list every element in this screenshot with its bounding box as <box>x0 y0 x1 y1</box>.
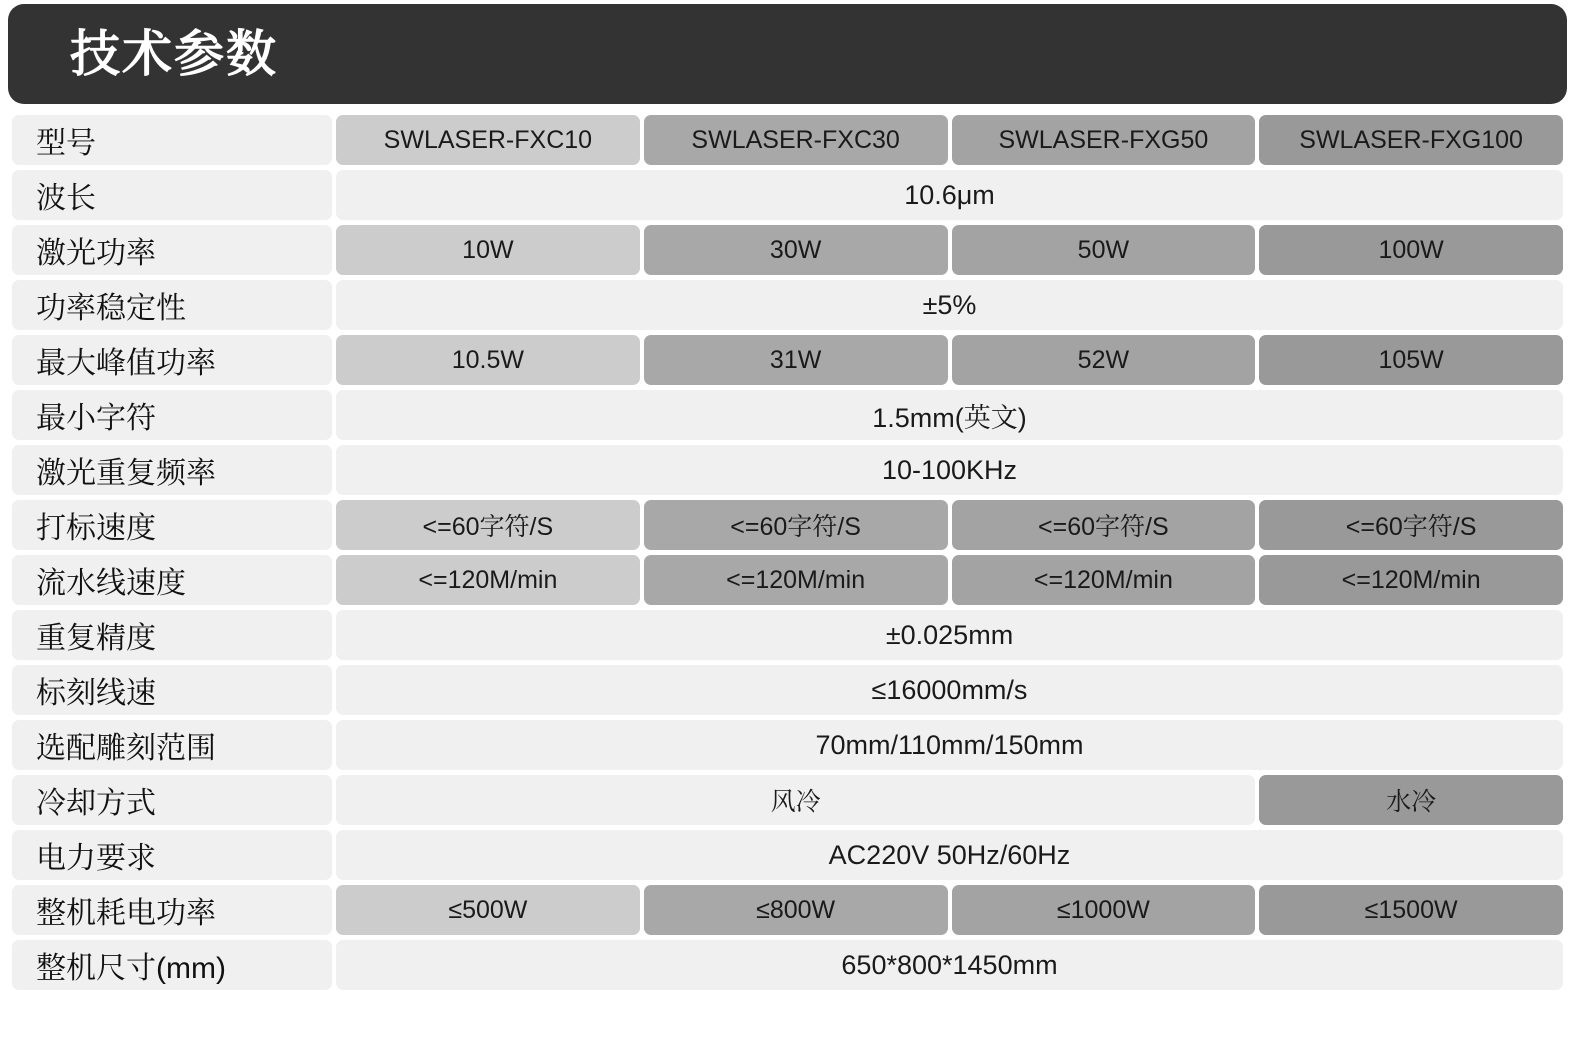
cell-min-character: 1.5mm(英文) <box>336 390 1563 440</box>
cell-power-2: 30W <box>644 225 948 275</box>
cell-marking-speed-3: <=60字符/S <box>952 500 1256 550</box>
page-title: 技术参数 <box>70 26 278 82</box>
cell-consumption-2: ≤800W <box>644 885 948 935</box>
row-label: 选配雕刻范围 <box>12 720 332 770</box>
cell-marking-speed-4: <=60字符/S <box>1259 500 1563 550</box>
table-row <box>12 115 1563 165</box>
table-row <box>12 500 1563 550</box>
row-label: 流水线速度 <box>12 555 332 605</box>
row-label: 最小字符 <box>12 390 332 440</box>
table-row <box>12 775 1563 825</box>
cell-consumption-1: ≤500W <box>336 885 640 935</box>
table-row <box>12 335 1563 385</box>
row-label: 波长 <box>12 170 332 220</box>
cell-power-3: 50W <box>952 225 1256 275</box>
cell-consumption-4: ≤1500W <box>1259 885 1563 935</box>
cell-line-speed-1: <=120M/min <box>336 555 640 605</box>
cell-model-2: SWLASER-FXC30 <box>644 115 948 165</box>
cell-marking-linear-speed: ≤16000mm/s <box>336 665 1563 715</box>
table-row <box>12 885 1563 935</box>
cell-power-requirement: AC220V 50Hz/60Hz <box>336 830 1563 880</box>
cell-marking-speed-1: <=60字符/S <box>336 500 640 550</box>
row-label: 激光重复频率 <box>12 445 332 495</box>
cell-line-speed-3: <=120M/min <box>952 555 1256 605</box>
row-label: 打标速度 <box>12 500 332 550</box>
table-row <box>12 940 1563 990</box>
row-label: 激光功率 <box>12 225 332 275</box>
row-label: 整机尺寸(mm) <box>12 940 332 990</box>
row-label: 冷却方式 <box>12 775 332 825</box>
table-row <box>12 720 1563 770</box>
cell-power-1: 10W <box>336 225 640 275</box>
cell-peak-power-4: 105W <box>1259 335 1563 385</box>
cell-model-3: SWLASER-FXG50 <box>952 115 1256 165</box>
cell-consumption-3: ≤1000W <box>952 885 1256 935</box>
table-row <box>12 610 1563 660</box>
page-header <box>8 4 1567 104</box>
table-row <box>12 390 1563 440</box>
cell-repetition-frequency: 10-100KHz <box>336 445 1563 495</box>
spec-sheet <box>0 4 1575 995</box>
table-row <box>12 665 1563 715</box>
row-label: 型号 <box>12 115 332 165</box>
row-label: 电力要求 <box>12 830 332 880</box>
table-row <box>12 830 1563 880</box>
cell-peak-power-3: 52W <box>952 335 1256 385</box>
row-label: 功率稳定性 <box>12 280 332 330</box>
table-row <box>12 225 1563 275</box>
cell-line-speed-4: <=120M/min <box>1259 555 1563 605</box>
cell-model-4: SWLASER-FXG100 <box>1259 115 1563 165</box>
table-row <box>12 445 1563 495</box>
cell-cooling-air: 风冷 <box>336 775 1255 825</box>
table-row <box>12 170 1563 220</box>
cell-dimensions: 650*800*1450mm <box>336 940 1563 990</box>
table-row <box>12 555 1563 605</box>
cell-marking-speed-2: <=60字符/S <box>644 500 948 550</box>
specifications-table <box>8 110 1567 995</box>
row-label: 重复精度 <box>12 610 332 660</box>
table-row <box>12 280 1563 330</box>
cell-peak-power-1: 10.5W <box>336 335 640 385</box>
cell-power-stability: ±5% <box>336 280 1563 330</box>
cell-line-speed-2: <=120M/min <box>644 555 948 605</box>
cell-model-1: SWLASER-FXC10 <box>336 115 640 165</box>
row-label: 最大峰值功率 <box>12 335 332 385</box>
cell-power-4: 100W <box>1259 225 1563 275</box>
cell-engraving-range: 70mm/110mm/150mm <box>336 720 1563 770</box>
row-label: 标刻线速 <box>12 665 332 715</box>
cell-wavelength: 10.6μm <box>336 170 1563 220</box>
cell-repeat-accuracy: ±0.025mm <box>336 610 1563 660</box>
row-label: 整机耗电功率 <box>12 885 332 935</box>
cell-cooling-water: 水冷 <box>1259 775 1563 825</box>
cell-peak-power-2: 31W <box>644 335 948 385</box>
